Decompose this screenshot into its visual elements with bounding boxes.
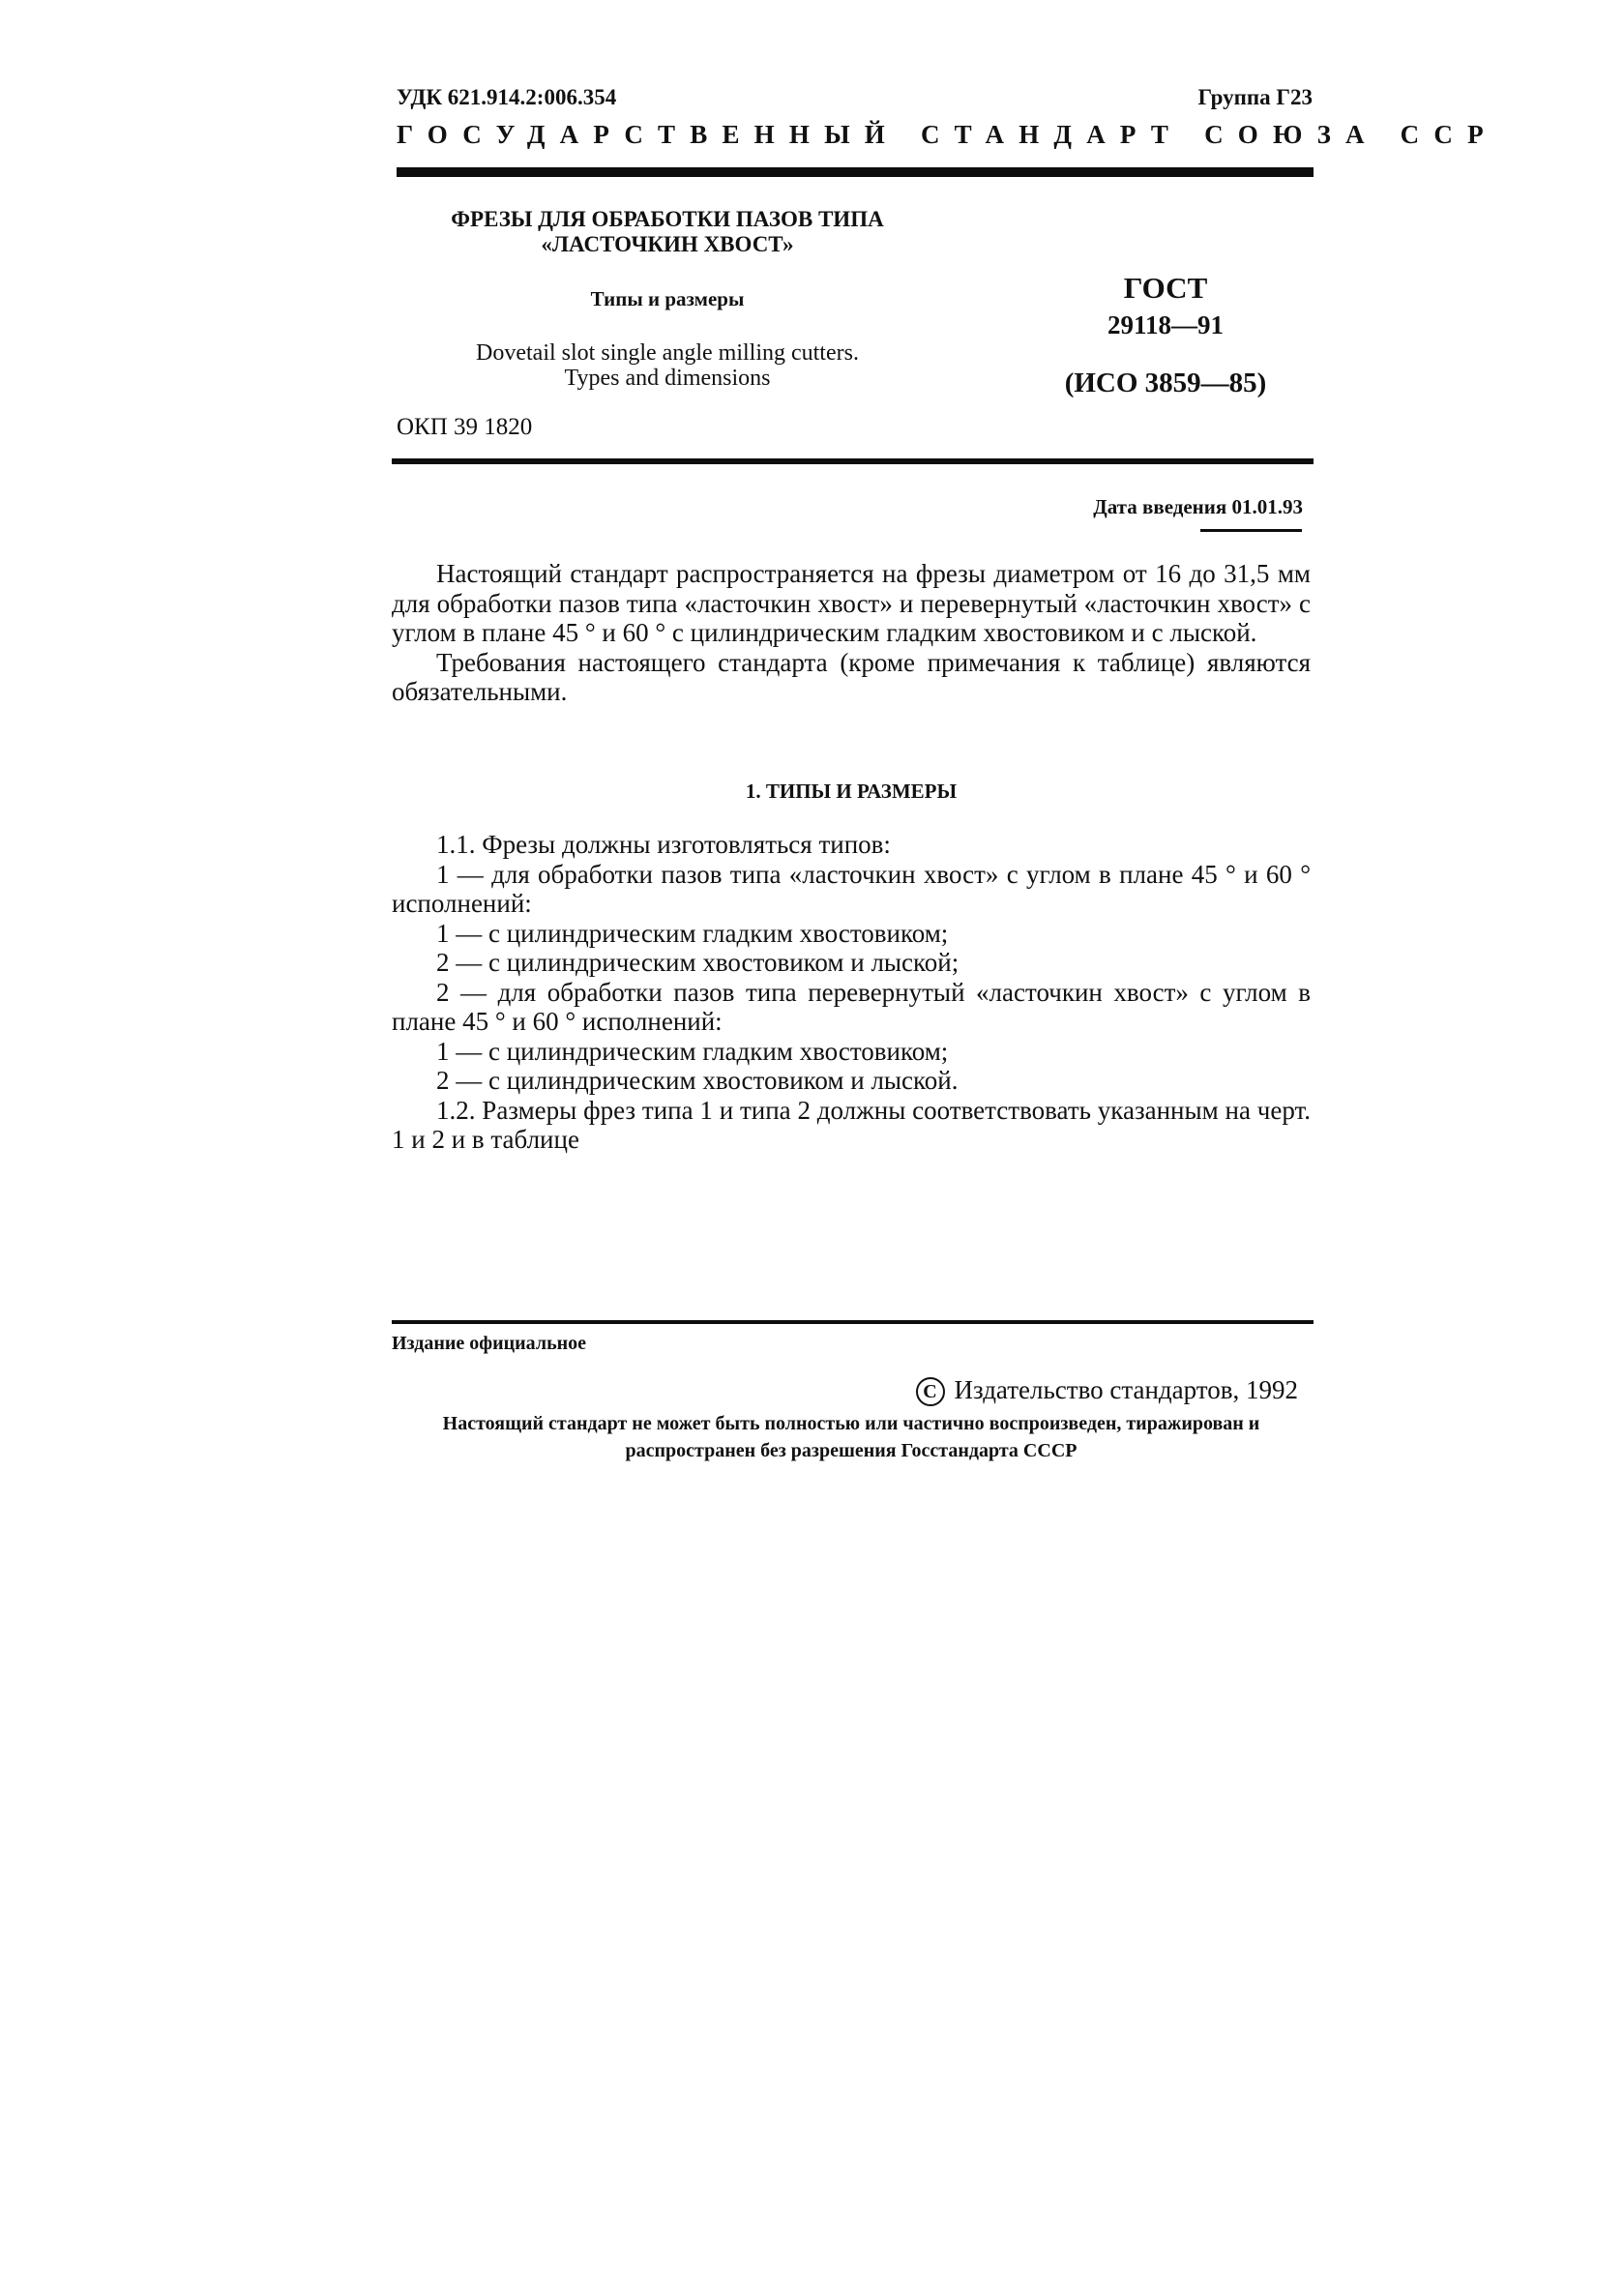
state-standard-heading: ГОСУДАРСТВЕННЫЙ СТАНДАРТ СОЮЗА ССР <box>397 120 1498 149</box>
gost-number: 29118—91 <box>1107 310 1224 339</box>
copyright-icon: C <box>916 1377 945 1406</box>
section-line: 1.1. Фрезы должны изготовляться типов: <box>436 830 891 859</box>
section-line: 2 — для обработки пазов типа перевернутый «ласточкин хвост» с углом в плане 45 ° и 60 ° исполнений: <box>392 977 1311 1036</box>
section-line: 1 — с цилиндрическим гладким хвостовиком; <box>436 1036 949 1066</box>
intro-text <box>392 559 1311 707</box>
udk-code: УДК 621.914.2:006.354 <box>397 85 617 109</box>
iso-reference: (ИСО 3859—85) <box>1064 368 1267 398</box>
gost-designation <box>1049 271 1282 400</box>
title-block-rule <box>392 458 1314 464</box>
section-line: 1 — для обработки пазов типа «ласточкин хвост» с углом в плане 45 ° и 60 ° исполнений: <box>392 859 1311 918</box>
section-line: 1.2. Размеры фрез типа 1 и типа 2 должны соответствовать указанным на черт. 1 и 2 и в таблице <box>392 1095 1311 1154</box>
title-line-1: ФРЕЗЫ ДЛЯ ОБРАБОТКИ ПАЗОВ ТИПА <box>451 207 884 231</box>
document-subtitle: Типы и размеры <box>590 287 745 310</box>
title-line-2: «ЛАСТОЧКИН ХВОСТ» <box>541 232 794 256</box>
english-title-line-2: Types and dimensions <box>564 366 771 391</box>
section-line: 2 — с цилиндрическим хвостовиком и лыской; <box>436 948 960 977</box>
footer-rule <box>392 1320 1314 1324</box>
section-line: 2 — с цилиндрическим хвостовиком и лыской. <box>436 1066 959 1095</box>
reproduction-notice: Настоящий стандарт не может быть полностью или частично воспроизведен, тиражирован и распространен без разрешения Госстандарта СССР <box>442 1413 1260 1461</box>
official-edition-label: Издание официальное <box>392 1333 587 1354</box>
copyright-text: Издательство стандартов, 1992 <box>954 1375 1298 1404</box>
english-title <box>416 340 919 391</box>
english-title-line-1: Dovetail slot single angle milling cutters. <box>476 340 859 366</box>
document-title <box>416 207 919 257</box>
section-line: 1 — с цилиндрическим гладким хвостовиком; <box>436 918 949 948</box>
header-thick-rule <box>397 167 1314 177</box>
section-body <box>392 830 1311 1155</box>
gost-label: ГОСТ <box>1123 271 1208 305</box>
intro-paragraph: Настоящий стандарт распространяется на фрезы диаметром от 16 до 31,5 мм для обработки пазов типа «ласточкин хвост» и перевернутый «ласточкин хвост» с углом в плане 45 ° и 60 ° с цилиндрическим гладким хвостовиком и с лыской. <box>392 559 1311 647</box>
okp-code: ОКП 39 1820 <box>397 414 533 440</box>
effective-date-underline <box>1200 529 1302 532</box>
section-heading: 1. ТИПЫ И РАЗМЕРЫ <box>745 780 958 803</box>
effective-date: Дата введения 01.01.93 <box>1093 495 1303 518</box>
copyright-line <box>916 1375 1298 1406</box>
intro-paragraph: Требования настоящего стандарта (кроме примечания к таблице) являются обязательными. <box>392 647 1311 706</box>
group-code: Группа Г23 <box>1197 85 1313 109</box>
